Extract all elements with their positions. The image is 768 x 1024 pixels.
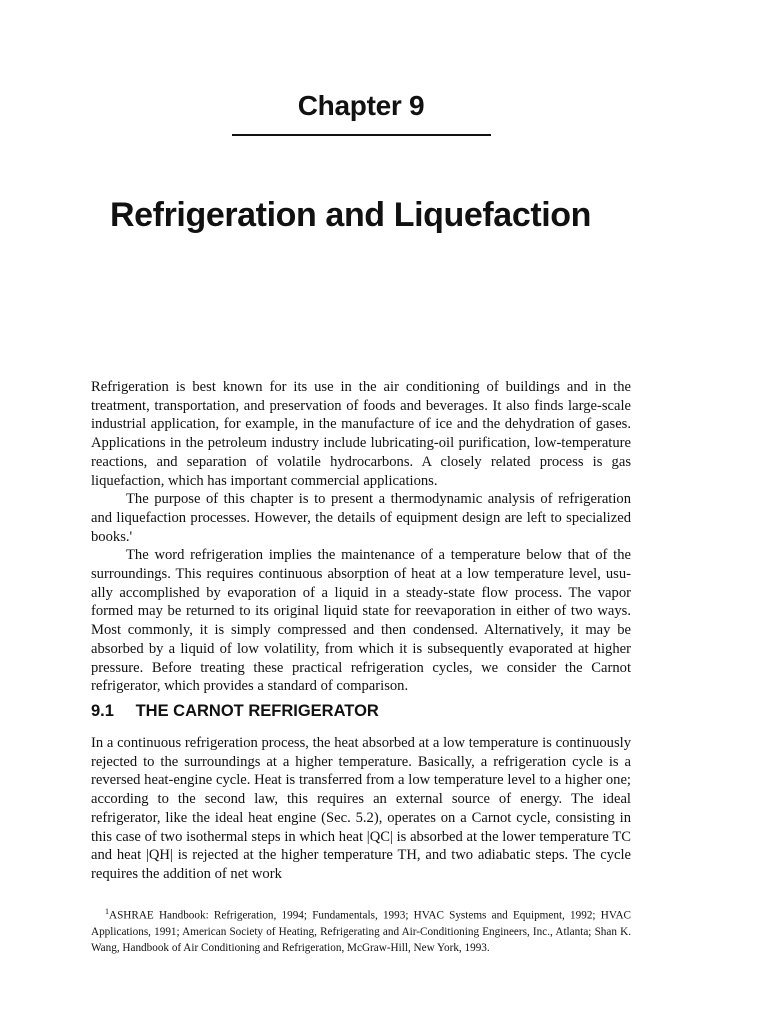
- intro-paragraph: Refrigeration is best known for its use in the air conditioning of buildings and in the treatment, transportation, and preservation of foods and beverages. It also finds large-scale industrial application, for example, in the manufacture of ice and the dehydration of gases. Applications in the petroleum industry include lubricating-oil purification, low-temperature reactions, and separation of volatile hydrocarbons. A closely related process is gas liquefaction, which has important commercial applications.: [91, 379, 631, 489]
- footnote-marker: 1: [105, 907, 109, 916]
- intro-paragraph: The purpose of this chapter is to present a thermodynamic analysis of refrigeration and liquefaction processes. However, the details of equipment design are left to specialized books.': [91, 491, 631, 545]
- chapter-title: Refrigeration and Liquefaction: [110, 196, 592, 234]
- section-heading: [91, 702, 379, 721]
- section-paragraph: In a continuous refrigeration process, the heat absorbed at a low temperature is continuously rejected to the surroundings at a higher temperature. Basically, a refrigeration cycle is a reversed heat-engine cycle. Heat is transferred from a low temperature level to a higher one; according to the second law, this requires an external source of energy. The ideal refrigerator, like the ideal heat engine (Sec. 5.2), operates on a Carnot cycle, consisting in this case of two isothermal steps in which heat |QC| is absorbed at the lower temperature TC and heat |QH| is rejected at the higher temperature TH, and two adiabatic steps. The cycle requires the addition of net work: [91, 735, 631, 882]
- footnote-text: ASHRAE Handbook: Refrigeration, 1994; Fundamentals, 1993; HVAC Systems and Equipment, 1992; HVAC Applications, 1991; American Society of Heating, Refrigerating and Air-Conditioning Engineers, Inc., Atlanta; Shan K. Wang, Handbook of Air Conditioning and Refrigeration, McGraw-Hill, New York, 1993.: [91, 909, 631, 954]
- footnote: [91, 904, 631, 956]
- chapter-label: Chapter 9: [297, 90, 425, 121]
- intro-text: [91, 378, 631, 696]
- section-title: THE CARNOT REFRIGERATOR: [135, 702, 379, 720]
- chapter-rule: [232, 134, 491, 136]
- intro-paragraph: The word refrigeration implies the maintenance of a temperature below that of the surroundings. This requires continuous absorption of heat at a low temperature level, usually accomplished by evaporation of a liquid in a steady-state flow process. The vapor formed may be returned to its original liquid state for reevaporation in either of two ways. Most commonly, it is simply compressed and then condensed. Alternatively, it may be absorbed by a liquid of low volatility, from which it is subsequently evaporated at higher pressure. Before treating these practical refrigeration cycles, we consider the Carnot refrigerator, which provides a standard of comparison.: [91, 547, 631, 695]
- section-number: 9.1: [91, 702, 114, 720]
- section-text: [91, 734, 631, 884]
